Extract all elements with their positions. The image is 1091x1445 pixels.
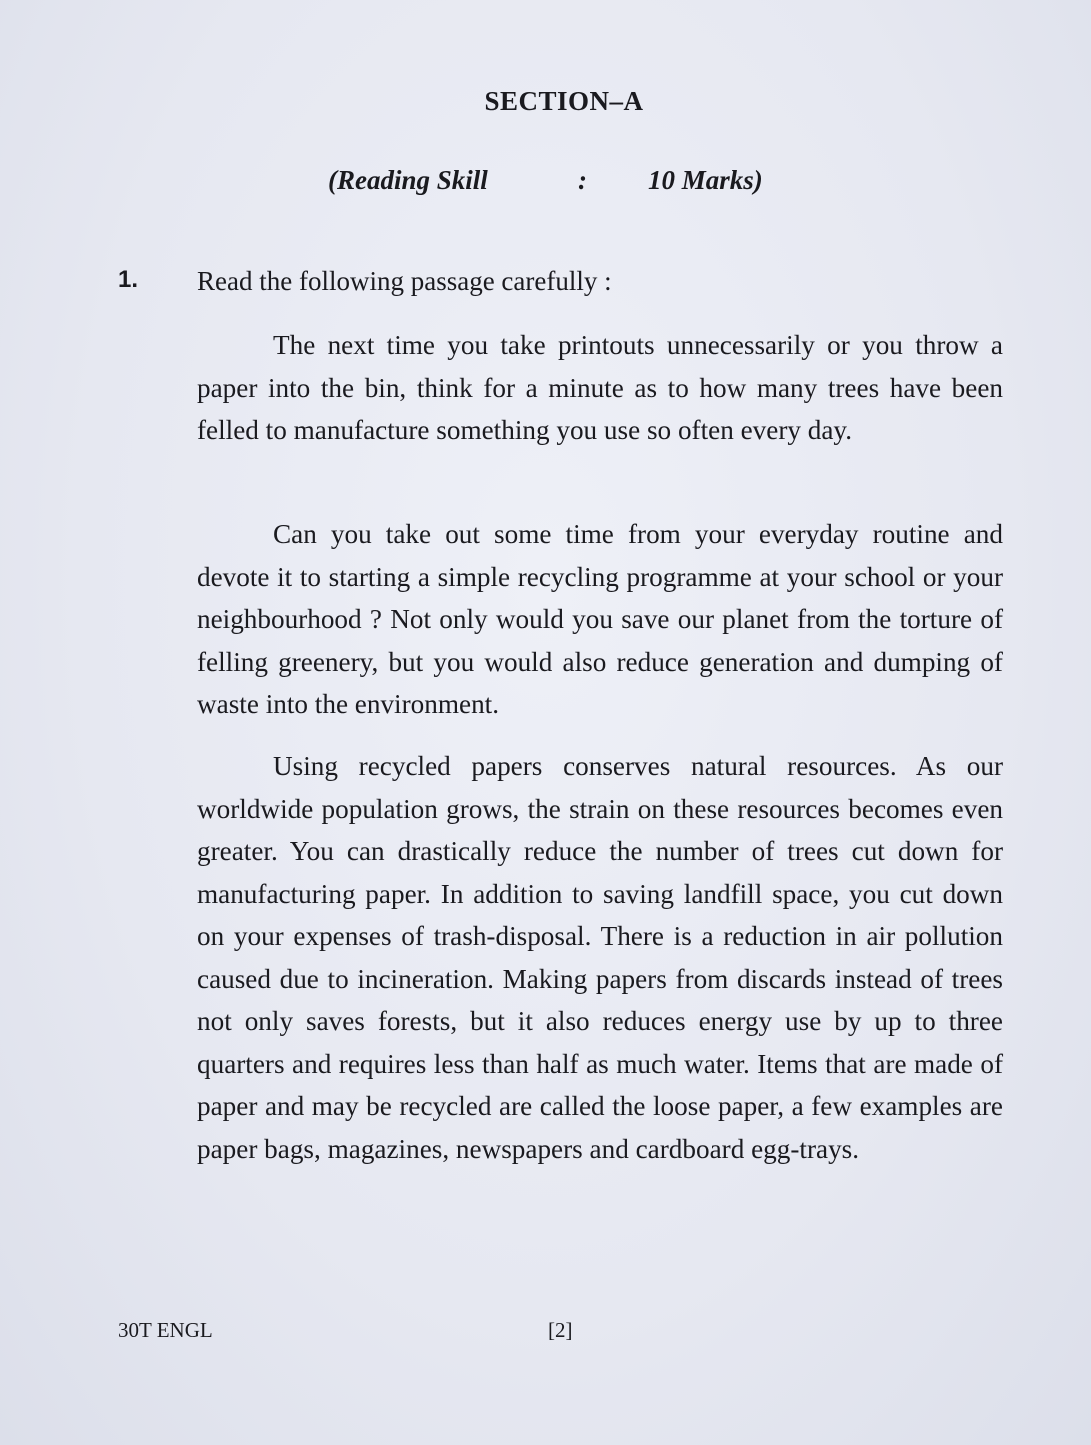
question-prompt: Read the following passage carefully : xyxy=(197,266,612,296)
question-number: 1. xyxy=(118,266,139,293)
subtitle-marks: 10 Marks) xyxy=(648,165,763,195)
page-number: [2] xyxy=(548,1318,573,1342)
passage-paragraph-1: The next time you take printouts unnecessarily or you throw a paper into the bin, think for a minute as to how many trees have been felled to manufacture something you use so often every day. xyxy=(197,330,1003,445)
paper-code: 30T ENGL xyxy=(118,1318,213,1342)
passage-paragraph-3: Using recycled papers conserves natural resources. As our worldwide population grows, the strain on these resources becomes even greater. You can drastically reduce the number of trees cut down for manufacturing paper. In addition to saving landfill space, you cut down on your expenses of trash-disposal. There is a reduction in air pollution caused due to incineration. Making papers from discards instead of trees not only saves forests, but it also reduces energy use by up to three quarters and requires less than half as much water. Items that are made of paper and may be recycled are called the loose paper, a few examples are paper bags, magazines, newspapers and cardboard egg-trays. xyxy=(197,751,1003,1164)
subtitle-skill: (Reading Skill xyxy=(328,165,488,195)
subtitle-colon: : xyxy=(578,165,587,195)
passage-paragraph-2: Can you take out some time from your everyday routine and devote it to starting a simple recycling programme at your school or your neighbourhood ? Not only would you save our planet from the torture of felling greenery, but you would also reduce generation and dumping of waste into the environment. xyxy=(197,519,1003,719)
section-title: SECTION–A xyxy=(484,86,644,116)
section-subtitle xyxy=(328,165,763,196)
